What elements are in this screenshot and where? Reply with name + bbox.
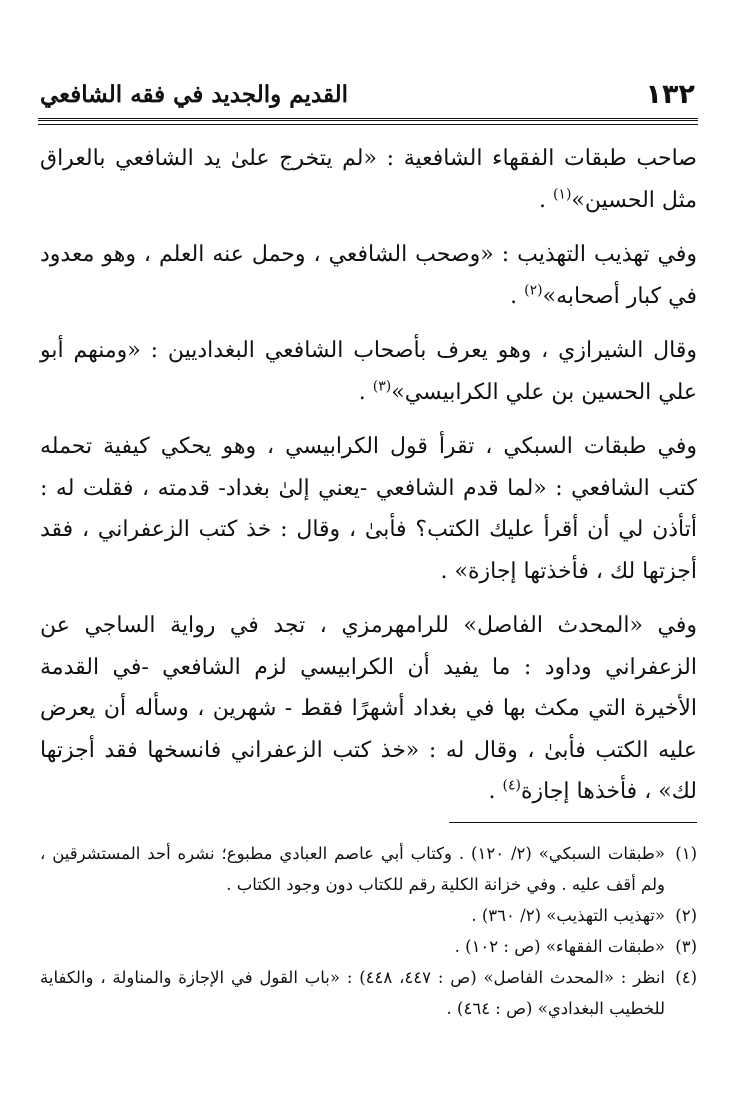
footnote-2 <box>40 900 697 931</box>
footnote-4 <box>40 962 697 1024</box>
footnote-text: «طبقات الفقهاء» (ص : ١٠٢) . <box>454 937 665 956</box>
footnote-number: (٤) <box>675 968 697 987</box>
footnote-text: «تهذيب التهذيب» (٢/ ٣٦٠) . <box>471 906 665 925</box>
footnote-number: (٣) <box>675 937 697 956</box>
footnote-number: (١) <box>675 844 697 863</box>
paragraph-tail: . <box>538 187 553 213</box>
paragraph-tail: . <box>510 283 525 309</box>
paragraph-tail: . <box>488 779 503 804</box>
paragraph-text: وفي «المحدث الفاصل» للرامهرمزي ، تجد في رواية الساجي عن الزعفراني وداود : ما يفيد أن الكرابيسي لزم الشافعي -في القدمة الأخيرة التي مكث بها في بغداد أشهرًا فقط - شهرين ، وسأله أن يعرض عليه الكتب فأبىٰ ، وقال له : «خذ كتب الزعفراني فانسخها فقد أجزتها لك» ، فأخذها إجازة <box>40 613 697 804</box>
footnote-3 <box>40 931 697 962</box>
footnote-text: «طبقات السبكي» (٢/ ١٢٠) . وكتاب أبي عاصم العبادي مطبوع؛ نشره أحد المستشرقين ، ولم أقف عليه . وفي خزانة الكلية رقم للكتاب دون وجود الكتاب . <box>40 844 665 894</box>
footnotes <box>40 838 697 1024</box>
paragraph-3 <box>40 330 697 413</box>
main-text <box>40 138 697 826</box>
paragraph-tail: . <box>358 379 373 405</box>
paragraph-2 <box>40 234 697 317</box>
paragraph-text: وفي تهذيب التهذيب : «وصحب الشافعي ، وحمل عنه العلم ، وهو معدود في كبار أصحابه» <box>40 242 697 309</box>
footnote-text: انظر : «المحدث الفاصل» (ص : ٤٤٧، ٤٤٨) : «باب القول في الإجازة والمناولة ، والكفاية للخطيب البغدادي» (ص : ٤٦٤) . <box>40 968 666 1018</box>
page-header <box>40 74 695 114</box>
footnote-ref: (٣) <box>372 378 392 395</box>
page-number: ١٣٢ <box>645 78 695 110</box>
paragraph-text: صاحب طبقات الفقهاء الشافعية : «لم يتخرج علىٰ يد الشافعي بالعراق مثل الحسين» <box>40 146 697 213</box>
running-title: القديم والجديد في فقه الشافعي <box>40 80 349 108</box>
footnote-ref: (٢) <box>524 282 543 299</box>
footnote-1 <box>40 838 697 900</box>
paragraph-text: وقال الشيرازي ، وهو يعرف بأصحاب الشافعي البغداديين : «ومنهم أبو علي الحسين بن علي الكرابيسي» <box>40 338 697 405</box>
header-rule <box>38 118 698 125</box>
paragraph-4 <box>40 426 697 592</box>
footnote-ref: (١) <box>552 186 572 203</box>
footnote-separator <box>449 822 697 823</box>
paragraph-text: وفي طبقات السبكي ، تقرأ قول الكرابيسي ، وهو يحكي كيفية تحمله كتب الشافعي : «لما قدم الشافعي -يعني إلىٰ بغداد- قدمته ، فقلت له : أتأذن لي أن أقرأ عليك الكتب؟ فأبىٰ ، وقال : خذ كتب الزعفراني ، فقد أجزتها لك ، فأخذتها إجازة» . <box>40 434 697 584</box>
paragraph-5 <box>40 605 697 813</box>
footnote-ref: (٤) <box>502 777 521 794</box>
paragraph-1 <box>40 138 697 221</box>
footnote-number: (٢) <box>675 906 697 925</box>
